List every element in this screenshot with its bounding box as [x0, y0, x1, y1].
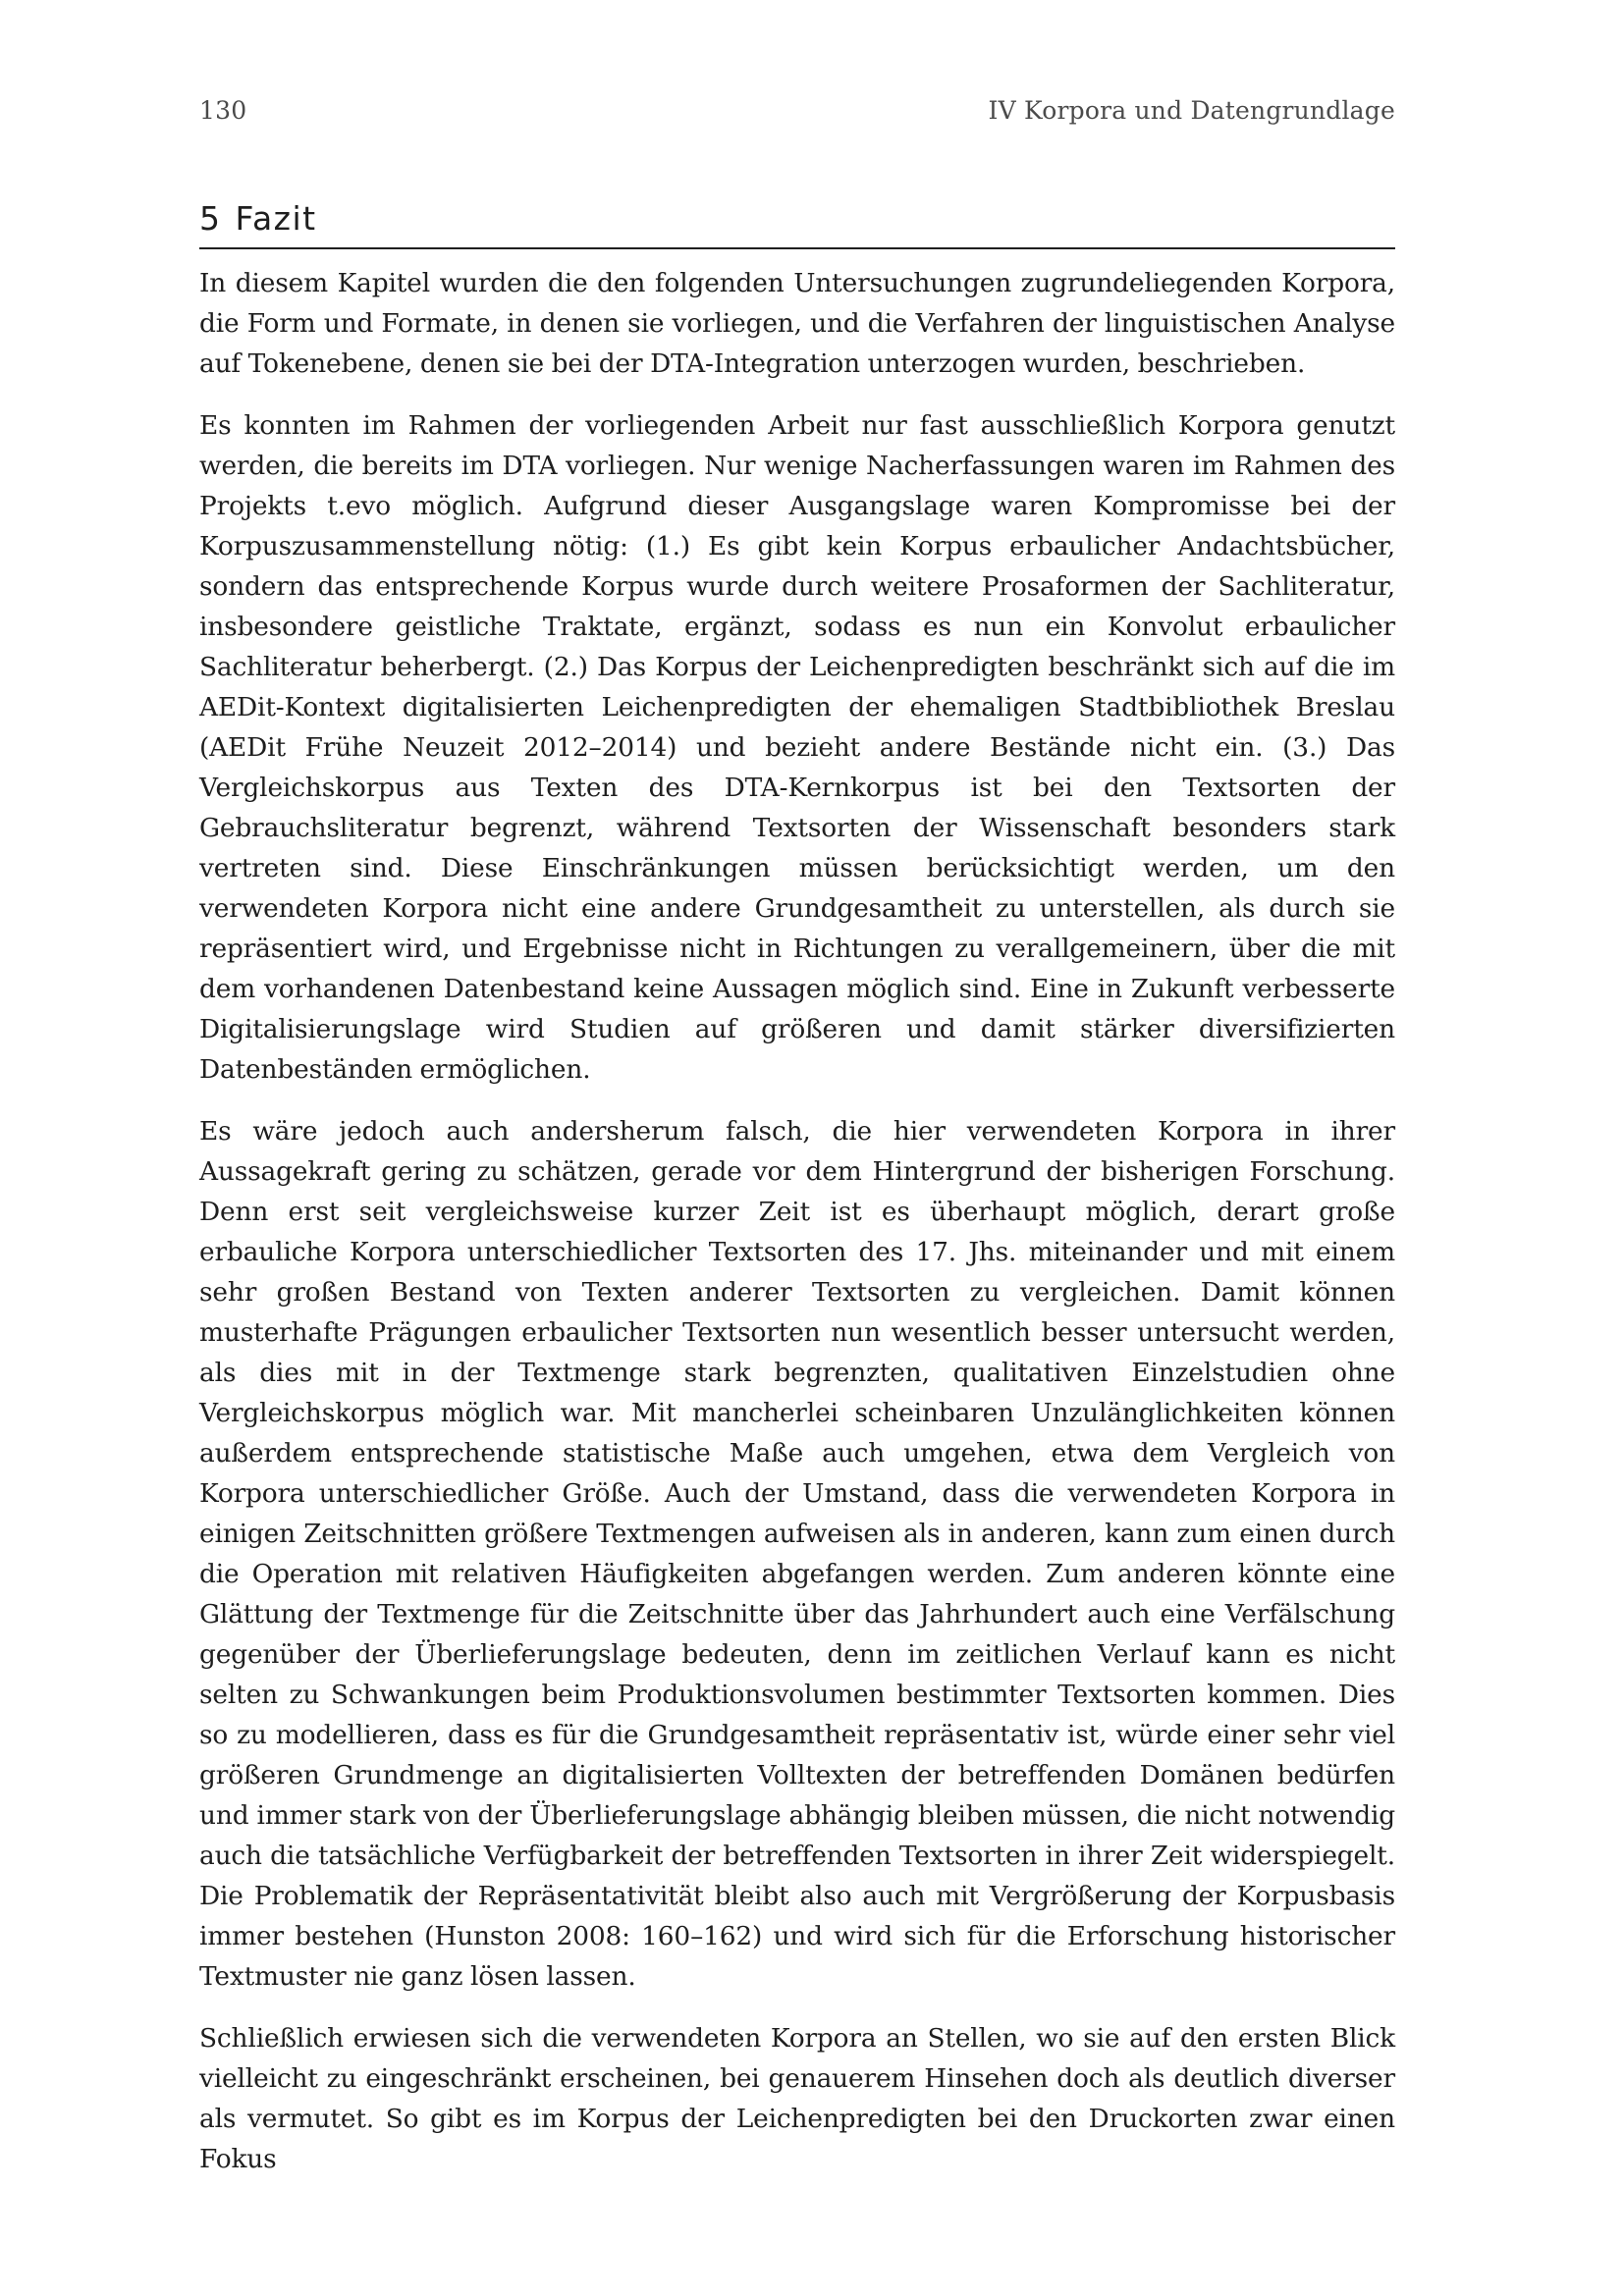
section-number: 5 — [199, 199, 222, 238]
paragraph: In diesem Kapitel wurden die den folgenden Untersuchungen zugrundeliegenden Korpora, die Form und Formate, in denen sie vorliegen, und die Verfahren der linguistischen Analyse auf Tokenebene, denen sie bei der DTA-Integration unterzogen wurden, beschrieben. — [199, 268, 1395, 379]
running-head — [199, 96, 1395, 135]
section-heading — [199, 196, 1395, 249]
paragraph: Es wäre jedoch auch andersherum falsch, die hier verwendeten Korpora in ihrer Aussagekraft gering zu schätzen, gerade vor dem Hintergrund der bisherigen Forschung. Denn erst seit vergleichsweise kurzer Zeit ist es überhaupt möglich, derart große erbauliche Korpora unterschiedlicher Textsorten des 17. Jhs. miteinander und mit einem sehr großen Bestand von Texten anderer Textsorten zu vergleichen. Damit können musterhafte Prägungen erbaulicher Textsorten nun wesentlich besser untersucht werden, als dies mit in der Textmenge stark begrenzten, qualitativen Einzelstudien ohne Vergleichskorpus möglich war. Mit mancherlei scheinbaren Unzulänglichkeiten können außerdem entsprechende statistische Maße auch umgehen, etwa dem Vergleich von Korpora unterschiedlicher Größe. Auch der Umstand, dass die verwendeten Korpora in einigen Zeitschnitten größere Textmengen aufweisen als in anderen, kann zum einen durch die Operation mit relativen Häufigkeiten abgefangen werden. Zum anderen könnte eine Glättung der Textmenge für die Zeitschnitte über das Jahrhundert auch eine Verfälschung gegenüber der Überlieferungslage bedeuten, denn im zeitlichen Verlauf kann es nicht selten zu Schwankungen beim Produktionsvolumen bestimmter Textsorten kommen. Dies so zu modellieren, dass es für die Grundgesamtheit repräsentativ ist, würde einer sehr viel größeren Grundmenge an digitalisierten Volltexten der betreffenden Domänen bedürfen und immer stark von der Überlieferungslage abhängig bleiben müssen, die nicht notwendig auch die tatsächliche Verfügbarkeit der betreffenden Textsorten in ihrer Zeit widerspiegelt. Die Problematik der Repräsentativität bleibt also auch mit Vergrößerung der Korpusbasis immer bestehen (Hunston 2008: 160–162) und wird sich für die Erforschung historischer Textmuster nie ganz lösen lassen. — [199, 1116, 1395, 1992]
body-text — [199, 263, 1395, 2201]
paragraph: Es konnten im Rahmen der vorliegenden Arbeit nur fast ausschließlich Korpora genutzt werden, die bereits im DTA vorliegen. Nur wenige Nacherfassungen waren im Rahmen des Projekts t.evo möglich. Aufgrund dieser Ausgangslage waren Kompromisse bei der Korpuszusammenstellung nötig: (1.) Es gibt kein Korpus erbaulicher Andachtsbücher, sondern das entsprechende Korpus wurde durch weitere Prosaformen der Sachliteratur, insbesondere geistliche Traktate, ergänzt, sodass es nun ein Konvolut erbaulicher Sachliteratur beherbergt. (2.) Das Korpus der Leichenpredigten beschränkt sich auf die im AEDit-Kontext digitalisierten Leichenpredigten der ehemaligen Stadtbibliothek Breslau (AEDit Frühe Neuzeit 2012–2014) und bezieht andere Bestände nicht ein. (3.) Das Vergleichskorpus aus Texten des DTA-Kernkorpus ist bei den Textsorten der Gebrauchsliteratur begrenzt, während Textsorten der Wissenschaft besonders stark vertreten sind. Diese Einschränkungen müssen berücksichtigt werden, um den verwendeten Korpora nicht eine andere Grundgesamtheit zu unterstellen, als durch sie repräsentiert wird, und Ergebnisse nicht in Richtungen zu verallgemeinern, über die mit dem vorhandenen Datenbestand keine Aussagen möglich sind. Eine in Zukunft verbesserte Digitalisierungslage wird Studien auf größeren und damit stärker diversifizierten Datenbeständen ermöglichen. — [199, 410, 1395, 1085]
page-number: 130 — [199, 96, 247, 125]
paragraph: Schließlich erwiesen sich die verwendeten Korpora an Stellen, wo sie auf den ersten Blick vielleicht zu eingeschränkt erscheinen, bei genauerem Hinsehen doch als deutlich diverser als vermutet. So gibt es im Korpus der Leichenpredigten bei den Druckorten zwar einen Fokus — [199, 2023, 1395, 2174]
section-title: Fazit — [235, 199, 317, 238]
running-title: IV Korpora und Datengrundlage — [988, 96, 1395, 125]
